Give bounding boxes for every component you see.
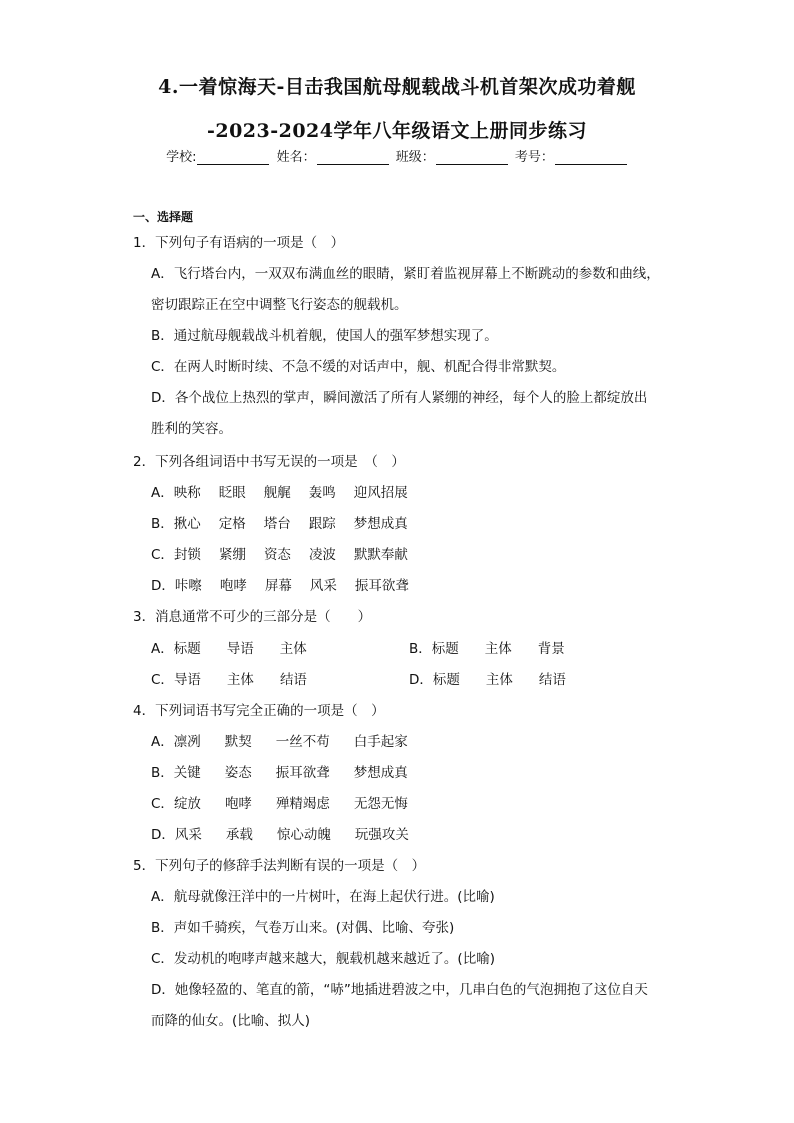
option-word: 映称 [173,485,201,501]
exam-number-label: 考号： [514,150,554,165]
option-word: 惊心动魄 [276,827,331,843]
option-word: 标题 [173,641,201,657]
option-letter: B． [151,516,174,532]
question-2-option-c [151,546,426,564]
name-blank[interactable] [317,150,389,165]
option-letter: C． [151,672,174,688]
option-word: 主体 [484,641,512,657]
question-2-stem: 2．下列各组词语中书写无误的一项是 （ ） [133,454,405,470]
option-word: 振耳欲聋 [275,765,330,781]
option-word: 迎风招展 [353,485,408,501]
option-letter: D． [151,827,175,843]
option-word: 眨眼 [218,485,246,501]
question-1-option-a-cont: 密切跟踪正在空中调整飞行姿态的舰载机。 [151,297,408,313]
question-1-option-b: B．通过航母舰载战斗机着舰，使国人的强军梦想实现了。 [151,328,498,344]
question-1-option-a: A．飞行塔台内，一双双布满血丝的眼睛，紧盯着监视屏幕上不断跳动的参数和曲线， [151,266,660,282]
option-word: 承载 [225,827,253,843]
option-word: 揪心 [173,516,201,532]
option-word: 主体 [279,641,307,657]
option-word: 殚精竭虑 [275,796,330,812]
option-word: 结语 [538,672,566,688]
question-5-option-a: A．航母就像汪洋中的一片树叶，在海上起伏行进。(比喻) [151,889,495,905]
question-1-stem: 1．下列句子有语病的一项是（ ） [133,235,345,251]
option-word: 无怨无悔 [353,796,408,812]
section-heading: 一、选择题 [133,210,194,224]
worksheet-title-line1: 4.一着惊海天-目击我国航母舰载战斗机首架次成功着舰 [158,76,636,98]
question-5-option-d-cont: 而降的仙女。(比喻、拟人) [151,1013,311,1029]
question-5-option-b: B．声如千骑疾，气卷万山来。(对偶、比喻、夸张) [151,920,455,936]
option-word: 标题 [432,672,460,688]
option-word: 一丝不苟 [275,734,330,750]
option-word: 舰艉 [263,485,291,501]
question-3-stem: 3．消息通常不可少的三部分是（ ） [133,609,372,625]
option-word: 主体 [226,672,254,688]
option-word: 主体 [485,672,513,688]
option-word: 屏幕 [264,578,292,594]
question-5-option-c: C．发动机的咆哮声越来越大，舰载机越来越近了。(比喻) [151,951,495,967]
question-4-option-b [151,764,426,782]
option-letter: B． [151,765,174,781]
option-word: 导语 [226,641,254,657]
question-3-option-c [151,671,325,689]
option-word: 导语 [173,672,201,688]
option-word: 咆哮 [219,578,247,594]
option-word: 振耳欲聋 [354,578,409,594]
question-2-option-a [151,484,426,502]
option-word: 定格 [218,516,246,532]
question-4-option-c [151,795,426,813]
question-1-option-c: C．在两人时断时续、不急不缓的对话声中，舰、机配合得非常默契。 [151,359,566,375]
question-2-option-d [151,577,427,595]
question-4-stem: 4．下列词语书写完全正确的一项是（ ） [133,703,385,719]
option-word: 咔嚓 [174,578,202,594]
option-word: 凛冽 [173,734,201,750]
option-word: 关键 [173,765,201,781]
option-word: 跟踪 [308,516,336,532]
class-label: 班级： [395,150,435,165]
question-3-option-d [409,671,566,689]
option-word: 梦想成真 [353,765,408,781]
option-word: 绽放 [173,796,201,812]
question-1-option-d: D．各个战位上热烈的掌声，瞬间激活了所有人紧绷的神经，每个人的脸上都绽放出 [151,390,648,406]
exam-number-blank[interactable] [555,150,627,165]
question-4-option-a [151,733,426,751]
option-word: 风采 [174,827,202,843]
option-word: 玩强攻关 [354,827,409,843]
option-letter: D． [151,578,175,594]
option-word: 塔台 [263,516,291,532]
option-word: 紧绷 [218,547,246,563]
question-1-option-d-cont: 胜利的笑容。 [151,421,232,437]
option-word: 风采 [309,578,337,594]
option-word: 轰鸣 [308,485,336,501]
option-word: 咆哮 [224,796,252,812]
student-info-row [0,146,794,165]
option-word: 凌波 [308,547,336,563]
option-letter: A． [151,734,174,750]
option-letter: A． [151,641,174,657]
school-blank[interactable] [197,150,269,165]
option-word: 标题 [431,641,459,657]
option-word: 封锁 [173,547,201,563]
option-word: 默默奉献 [353,547,408,563]
question-5-option-d: D．她像轻盈的、笔直的箭，“哧”地插进碧波之中，几串白色的气泡拥抱了这位自天 [151,982,648,998]
option-word: 资态 [263,547,291,563]
option-letter: D． [409,672,433,688]
worksheet-title-line2: -2023-2024学年八年级语文上册同步练习 [206,120,588,142]
question-5-stem: 5．下列句子的修辞手法判断有误的一项是（ ） [133,858,426,874]
option-word: 结语 [279,672,307,688]
option-word: 白手起家 [353,734,408,750]
question-2-option-b [151,515,426,533]
question-4-option-d [151,826,427,844]
option-letter: C． [151,796,174,812]
option-letter: A． [151,485,174,501]
option-word: 梦想成真 [353,516,408,532]
option-word: 背景 [537,641,565,657]
school-label: 学校: [166,150,197,165]
option-word: 默契 [224,734,252,750]
question-3-option-b [409,640,565,658]
class-blank[interactable] [436,150,508,165]
name-label: 姓名： [276,150,316,165]
option-letter: C． [151,547,174,563]
option-letter: B． [409,641,432,657]
option-word: 姿态 [224,765,252,781]
question-3-option-a [151,640,325,658]
